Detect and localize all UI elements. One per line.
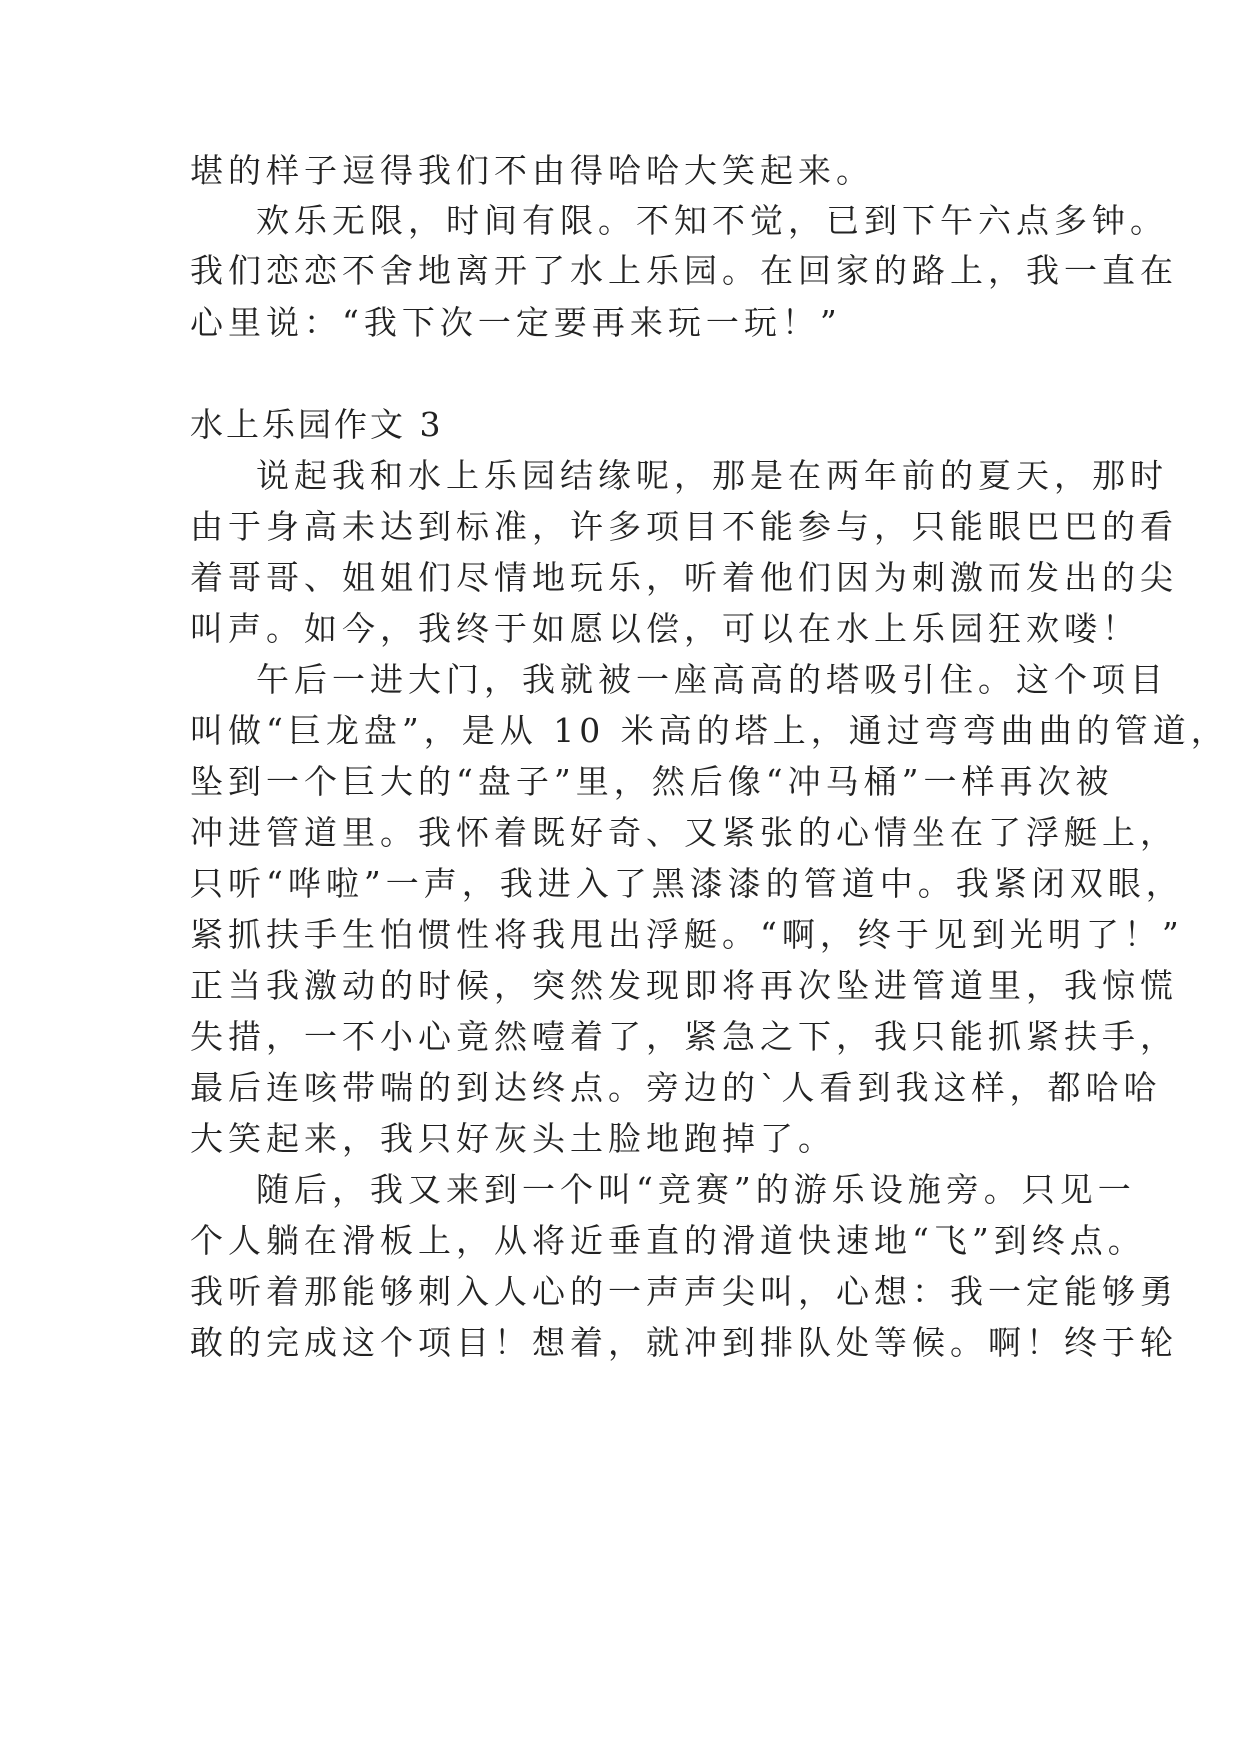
- text-line: 个人躺在滑板上，从将近垂直的滑道快速地“飞”到终点。: [190, 1221, 1146, 1260]
- text-line: 着哥哥、姐姐们尽情地玩乐，听着他们因为刺激而发出的尖: [190, 558, 1178, 597]
- paragraph-start-line: 说起我和水上乐园结缘呢，那是在两年前的夏天，那时: [256, 456, 1168, 495]
- paragraph-start-line: 午后一进大门，我就被一座高高的塔吸引住。这个项目: [256, 660, 1168, 699]
- text-line: 叫声。如今，我终于如愿以偿，可以在水上乐园狂欢喽！: [190, 609, 1140, 648]
- section-heading: 水上乐园作文 3: [190, 405, 444, 444]
- text-line: 正当我激动的时候，突然发现即将再次坠进管道里，我惊慌: [190, 966, 1178, 1005]
- text-line: 我们恋恋不舍地离开了水上乐园。在回家的路上，我一直在: [190, 251, 1178, 290]
- text-line: 坠到一个巨大的“盘子”里，然后像“冲马桶”一样再次被: [190, 762, 1114, 801]
- text-line: 失措，一不小心竟然噎着了，紧急之下，我只能抓紧扶手，: [190, 1017, 1178, 1056]
- text-line: 堪的样子逗得我们不由得哈哈大笑起来。: [190, 151, 874, 190]
- text-line: 只听“哗啦”一声，我进入了黑漆漆的管道中。我紧闭双眼，: [190, 864, 1184, 903]
- text-line: 由于身高未达到标准，许多项目不能参与，只能眼巴巴的看: [190, 507, 1178, 546]
- text-line: 最后连咳带喘的到达终点。旁边的`人看到我这样，都哈哈: [190, 1068, 1162, 1107]
- text-line: 紧抓扶手生怕惯性将我甩出浮艇。“啊，终于见到光明了！”: [190, 915, 1184, 954]
- text-line: 我听着那能够刺入人心的一声声尖叫，心想：我一定能够勇: [190, 1272, 1178, 1311]
- text-line: 敢的完成这个项目！想着，就冲到排队处等候。啊！终于轮: [190, 1323, 1178, 1362]
- text-line: 大笑起来，我只好灰头土脸地跑掉了。: [190, 1119, 836, 1158]
- paragraph-start-line: 欢乐无限，时间有限。不知不觉，已到下午六点多钟。: [256, 201, 1168, 240]
- text-line: 冲进管道里。我怀着既好奇、又紧张的心情坐在了浮艇上，: [190, 813, 1178, 852]
- text-line: 叫做“巨龙盘”，是从 10 米高的塔上，通过弯弯曲曲的管道，: [190, 711, 1229, 750]
- paragraph-start-line: 随后，我又来到一个叫“竞赛”的游乐设施旁。只见一: [256, 1170, 1136, 1209]
- text-line: 心里说：“我下次一定要再来玩一玩！”: [190, 303, 842, 342]
